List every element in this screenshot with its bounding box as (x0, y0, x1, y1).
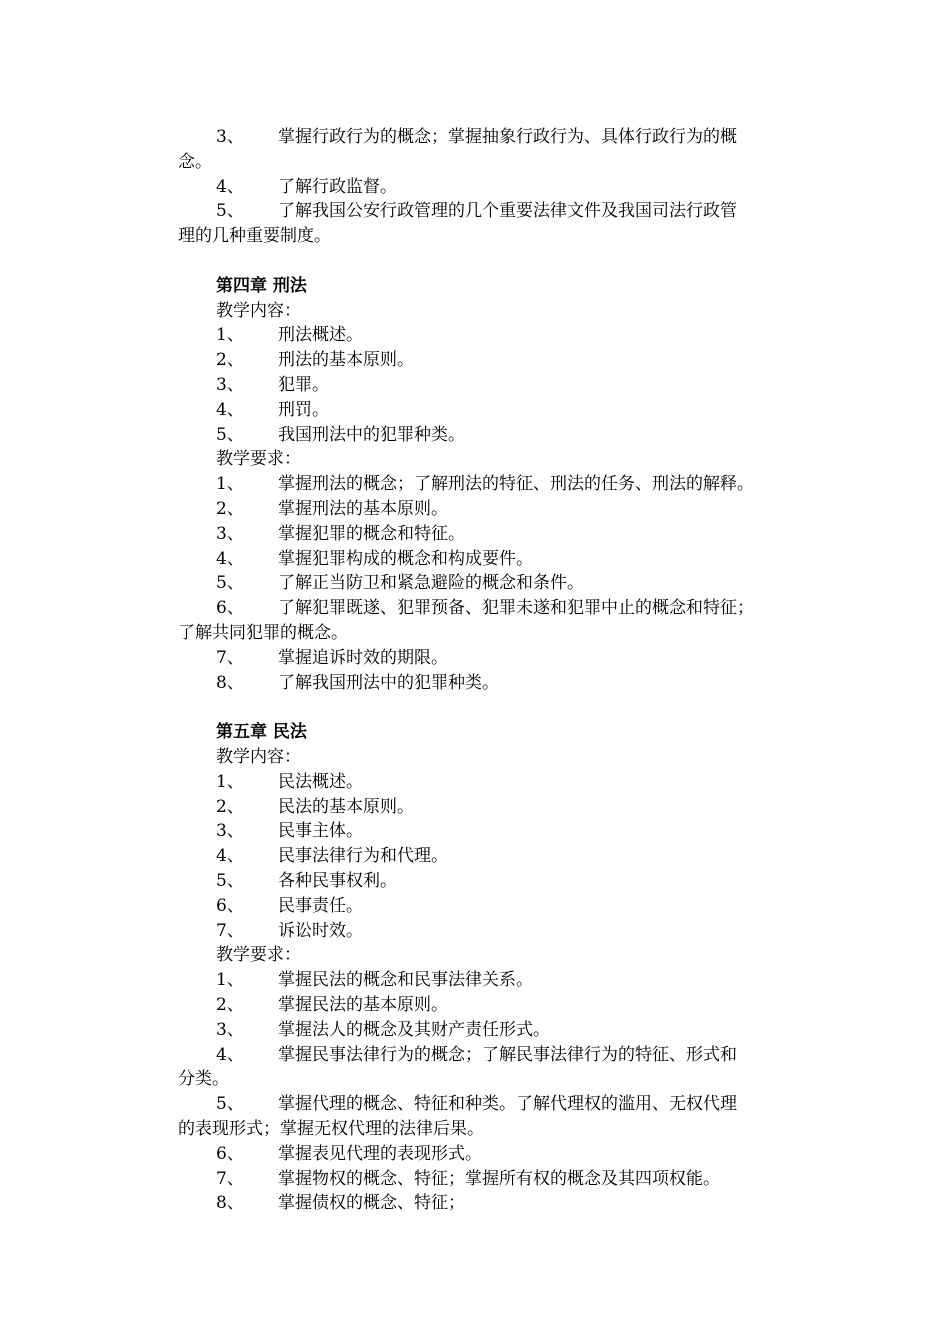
list-item (178, 522, 856, 547)
continuation-text: 的表现形式；掌握无权代理的法律后果。 (178, 1119, 484, 1139)
list-item-text: 掌握民法的概念和民事法律关系。 (278, 970, 533, 991)
list-item-text: 掌握债权的概念、特征； (278, 1193, 465, 1214)
list-item (178, 571, 856, 596)
list-item-number: 5、 (216, 1094, 244, 1115)
list-item (178, 919, 856, 944)
list-item (178, 894, 856, 919)
list-item-text: 掌握犯罪构成的概念和构成要件。 (278, 548, 533, 569)
list-item (178, 1191, 856, 1216)
list-item-text: 了解犯罪既遂、犯罪预备、犯罪未遂和犯罪中止的概念和特征； (278, 598, 754, 619)
list-item-text: 民法的基本原则。 (278, 796, 414, 817)
list-item (178, 398, 856, 423)
list-item (178, 819, 856, 844)
list-item (178, 646, 856, 671)
continuation-text: 了解共同犯罪的概念。 (178, 623, 348, 643)
list-item-number: 5、 (216, 871, 244, 891)
list-item-text: 民事主体。 (278, 821, 363, 842)
list-item-number: 3、 (216, 127, 244, 147)
list-item-text: 民法概述。 (278, 771, 363, 792)
list-item-number: 2、 (216, 796, 244, 817)
list-item-number: 1、 (216, 474, 244, 495)
list-item-text: 掌握犯罪的概念和特征。 (278, 523, 465, 544)
list-item (178, 1092, 856, 1117)
list-item-text: 刑法概述。 (278, 325, 363, 346)
list-item-number: 7、 (216, 647, 244, 668)
list-item (178, 1043, 856, 1068)
list-item-number: 1、 (216, 771, 244, 792)
list-item-text: 诉讼时效。 (278, 920, 363, 941)
list-item-number: 8、 (216, 1193, 244, 1214)
list-item (178, 671, 856, 696)
list-item-number: 1、 (216, 970, 244, 991)
list-item-text: 掌握法人的概念及其财产责任形式。 (278, 1019, 550, 1040)
list-item-number: 5、 (216, 424, 244, 445)
list-item-text: 掌握代理的概念、特征和种类。了解代理权的滥用、无权代理 (278, 1094, 737, 1115)
list-item-number: 2、 (216, 350, 244, 371)
list-item (178, 497, 856, 522)
list-item-text: 掌握追诉时效的期限。 (278, 647, 448, 668)
list-item (178, 1167, 856, 1192)
list-item-number: 4、 (216, 548, 244, 569)
list-item-number: 2、 (216, 995, 244, 1015)
list-item-number: 3、 (216, 821, 244, 842)
list-item-number: 6、 (216, 598, 244, 619)
list-item-text: 犯罪。 (278, 375, 329, 395)
list-item-text: 各种民事权利。 (278, 871, 397, 891)
list-item-text: 了解我国公安行政管理的几个重要法律文件及我国司法行政管 (278, 201, 737, 222)
list-item-text: 民事法律行为和代理。 (278, 846, 448, 867)
list-item (178, 1142, 856, 1167)
list-item (178, 547, 856, 572)
list-item-text: 刑法的基本原则。 (278, 350, 414, 371)
list-item-text: 掌握物权的概念、特征；掌握所有权的概念及其四项权能。 (278, 1168, 720, 1189)
list-item (178, 373, 856, 398)
list-item (178, 1018, 856, 1043)
list-item-text: 民事责任。 (278, 895, 363, 916)
list-item-text: 掌握表见代理的表现形式。 (278, 1143, 482, 1164)
chapter-heading: 第五章 民法 (216, 722, 307, 743)
continuation-text: 理的几种重要制度。 (178, 226, 331, 247)
list-item-text: 掌握民事法律行为的概念；了解民事法律行为的特征、形式和 (278, 1044, 737, 1065)
list-item-number: 2、 (216, 499, 244, 519)
list-item-number: 7、 (216, 920, 244, 941)
list-item-text: 掌握刑法的概念；了解刑法的特征、刑法的任务、刑法的解释。 (278, 474, 754, 495)
list-item-number: 8、 (216, 672, 244, 693)
list-item-text: 我国刑法中的犯罪种类。 (278, 424, 465, 445)
list-item (178, 968, 856, 993)
list-item-number: 4、 (216, 399, 244, 420)
list-item-text: 掌握行政行为的概念；掌握抽象行政行为、具体行政行为的概 (278, 127, 737, 147)
continuation-text: 分类。 (178, 1069, 229, 1090)
section-label: 教学内容： (216, 747, 301, 767)
list-item-number: 5、 (216, 573, 244, 594)
list-item-number: 5、 (216, 201, 244, 222)
list-item (178, 795, 856, 820)
section-label: 教学要求： (216, 945, 301, 966)
list-item-number: 4、 (216, 1044, 244, 1065)
list-item-number: 3、 (216, 523, 244, 544)
list-item (178, 869, 856, 894)
list-item-number: 3、 (216, 1019, 244, 1040)
list-item-number: 4、 (216, 176, 244, 197)
list-item-number: 1、 (216, 325, 244, 346)
list-item (178, 472, 856, 497)
list-item (178, 348, 856, 373)
list-item-text: 了解行政监督。 (278, 176, 397, 197)
list-item-number: 3、 (216, 375, 244, 395)
list-item (178, 199, 856, 224)
list-item-text: 掌握民法的基本原则。 (278, 995, 448, 1015)
list-item (178, 770, 856, 795)
list-item (178, 323, 856, 348)
list-item-text: 刑罚。 (278, 399, 329, 420)
list-item-number: 6、 (216, 895, 244, 916)
section-label: 教学要求： (216, 449, 301, 470)
list-item-text: 掌握刑法的基本原则。 (278, 499, 448, 519)
list-item-number: 7、 (216, 1168, 244, 1189)
section-label: 教学内容： (216, 300, 301, 321)
list-item (178, 175, 856, 200)
list-item (178, 844, 856, 869)
list-item (178, 125, 856, 150)
continuation-text: 念。 (178, 151, 212, 172)
list-item-number: 4、 (216, 846, 244, 867)
list-item-text: 了解正当防卫和紧急避险的概念和条件。 (278, 573, 584, 594)
list-item (178, 423, 856, 448)
chapter-heading: 第四章 刑法 (216, 275, 307, 296)
list-item (178, 596, 856, 621)
list-item-text: 了解我国刑法中的犯罪种类。 (278, 672, 499, 693)
list-item (178, 993, 856, 1018)
list-item-number: 6、 (216, 1143, 244, 1164)
